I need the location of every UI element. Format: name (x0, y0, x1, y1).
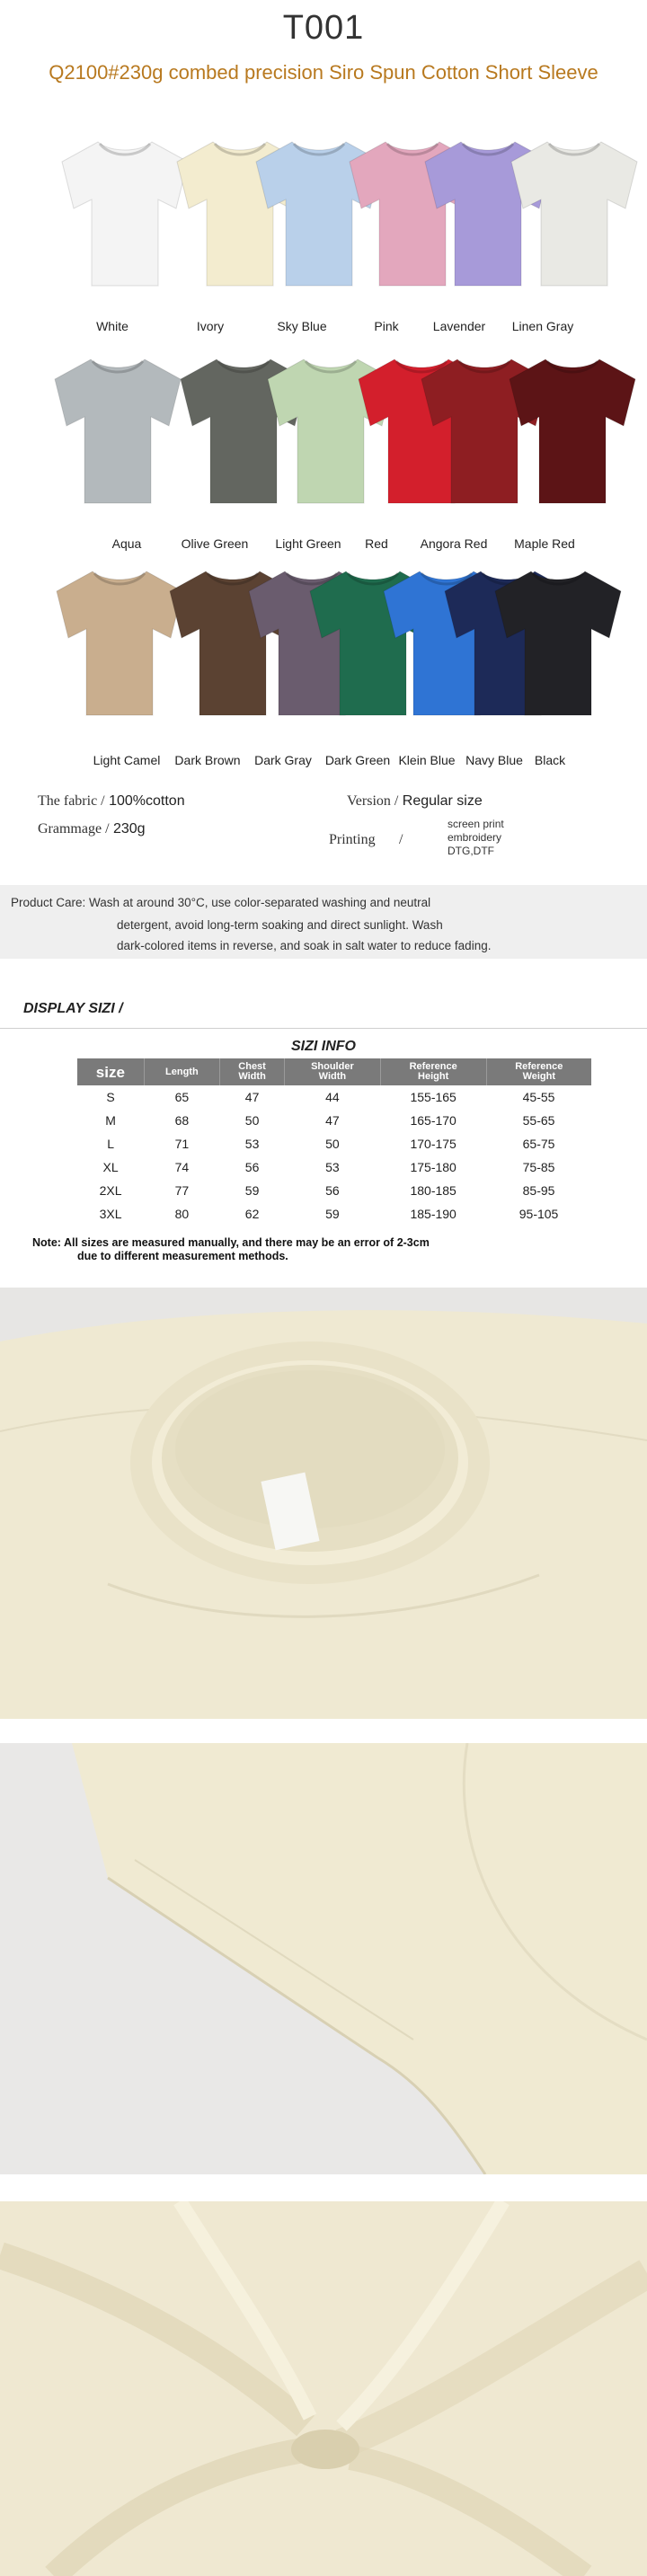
color-label: Ivory (196, 319, 225, 333)
size-cell: 75-85 (522, 1160, 555, 1174)
version-spec (347, 793, 483, 810)
size-cell: 55-65 (522, 1113, 555, 1128)
care-line: Product Care: Wash at around 30°C, use color-separated washing and neutral (11, 896, 431, 909)
tshirt-swatch (491, 564, 625, 730)
size-row (77, 1155, 591, 1179)
header-cell: Reference Height (380, 1058, 486, 1085)
printing-separator: / (399, 832, 403, 847)
tshirt-swatch (507, 135, 642, 301)
note-line: Note: All sizes are measured manually, and there may be an error of 2-3cm (32, 1236, 430, 1249)
care-line: dark-colored items in reverse, and soak in salt water to reduce fading. (117, 939, 492, 952)
size-cell: 47 (244, 1090, 260, 1104)
size-cell: XL (102, 1160, 119, 1174)
size-cell: 175-180 (410, 1160, 456, 1174)
size-cell: 50 (244, 1113, 260, 1128)
grammage-value: 230g (112, 821, 146, 837)
size-row (77, 1132, 591, 1155)
size-cell: 68 (174, 1113, 190, 1128)
tshirt-shape (495, 571, 621, 715)
fabric-label: The fabric / (38, 793, 105, 809)
tshirt-shape (55, 359, 181, 503)
header-cell: size (77, 1058, 144, 1085)
tshirt-shape (62, 142, 188, 286)
size-row (77, 1202, 591, 1226)
collar-closeup-photo (0, 1288, 647, 1719)
product-subtitle: Q2100#230g combed precision Siro Spun Cotton Short Sleeve (49, 61, 598, 84)
tshirt-swatch (50, 352, 185, 518)
size-cell: 62 (244, 1207, 260, 1221)
color-label: Dark Brown (174, 753, 241, 767)
product-care-banner (0, 885, 647, 959)
color-label: Sky Blue (277, 319, 327, 333)
color-label: Black (534, 753, 566, 767)
measurement-note (32, 1236, 430, 1263)
size-cell: 59 (325, 1207, 340, 1221)
color-label: White (96, 319, 129, 333)
size-cell: 71 (174, 1137, 190, 1151)
size-cell: 45-55 (522, 1090, 555, 1104)
size-cell: 77 (174, 1183, 190, 1198)
color-label: Pink (374, 319, 399, 333)
size-table (77, 1058, 591, 1226)
tshirt-shape (511, 142, 637, 286)
size-cell: 185-190 (410, 1207, 456, 1221)
printing-value-item: embroidery (448, 831, 502, 844)
size-cell: 155-165 (410, 1090, 456, 1104)
size-cell: M (105, 1113, 116, 1128)
size-cell: 3XL (99, 1207, 122, 1221)
size-cell: 44 (325, 1090, 340, 1104)
size-cell: 53 (244, 1137, 260, 1151)
tshirt-shape (57, 571, 182, 715)
size-cell: 85-95 (522, 1183, 555, 1198)
size-cell: 80 (174, 1207, 190, 1221)
printing-label: Printing (329, 832, 376, 847)
size-cell: 50 (325, 1137, 340, 1151)
printing-value-item: DTG,DTF (448, 845, 494, 857)
size-cell: 59 (244, 1183, 260, 1198)
note-line: due to different measurement methods. (77, 1250, 288, 1262)
care-line: detergent, avoid long-term soaking and direct sunlight. Wash (117, 918, 443, 932)
size-table-header (77, 1058, 591, 1085)
color-label: Angora Red (420, 536, 488, 551)
size-cell: 170-175 (410, 1137, 456, 1151)
tshirt-swatch (505, 352, 640, 518)
display-size-heading: DISPLAY SIZI / (23, 1001, 123, 1016)
color-label: Dark Green (324, 753, 391, 767)
tshirt-shape (510, 359, 635, 503)
printing-value-item: screen print (448, 818, 504, 830)
grammage-spec (38, 821, 146, 837)
header-cell: Reference Weight (486, 1058, 591, 1085)
size-cell: 47 (325, 1113, 340, 1128)
color-label: Lavender (432, 319, 486, 333)
size-cell: 56 (244, 1160, 260, 1174)
color-label: Light Green (275, 536, 341, 551)
version-value: Regular size (402, 793, 483, 809)
size-row (77, 1085, 591, 1109)
size-cell: 53 (325, 1160, 340, 1174)
version-label: Version / (347, 793, 399, 809)
size-cell: S (106, 1090, 115, 1104)
color-label: Linen Gray (511, 319, 574, 333)
size-row (77, 1109, 591, 1132)
size-cell: 2XL (99, 1183, 122, 1198)
color-label: Light Camel (93, 753, 161, 767)
size-info-title: SIZI INFO (291, 1039, 356, 1054)
color-label: Red (365, 536, 388, 551)
color-label: Navy Blue (465, 753, 523, 767)
size-cell: 65 (174, 1090, 190, 1104)
size-cell: 65-75 (522, 1137, 555, 1151)
size-cell: 95-105 (518, 1207, 559, 1221)
header-cell: Chest Width (220, 1058, 285, 1085)
header-cell: Length (144, 1058, 219, 1085)
fabric-texture-photo (0, 2201, 647, 2576)
printing-values (448, 818, 504, 858)
color-label: Maple Red (514, 536, 575, 551)
size-cell: 180-185 (410, 1183, 456, 1198)
sleeve-hem-photo (0, 1743, 647, 2174)
size-cell: L (107, 1137, 114, 1151)
size-cell: 56 (325, 1183, 340, 1198)
divider (0, 1028, 647, 1029)
printing-spec (329, 832, 403, 848)
size-cell: 165-170 (410, 1113, 456, 1128)
fabric-value: 100%cotton (109, 793, 185, 809)
page-title: T001 (282, 9, 365, 47)
fabric-spec (38, 793, 185, 810)
size-cell: 74 (174, 1160, 190, 1174)
header-cell: Shoulder Width (285, 1058, 381, 1085)
size-row (77, 1179, 591, 1202)
color-label: Aqua (111, 536, 142, 551)
grammage-label: Grammage / (38, 821, 110, 837)
color-label: Dark Gray (254, 753, 312, 767)
color-label: Olive Green (181, 536, 249, 551)
color-label: Klein Blue (398, 753, 456, 767)
size-table-body (77, 1085, 591, 1226)
